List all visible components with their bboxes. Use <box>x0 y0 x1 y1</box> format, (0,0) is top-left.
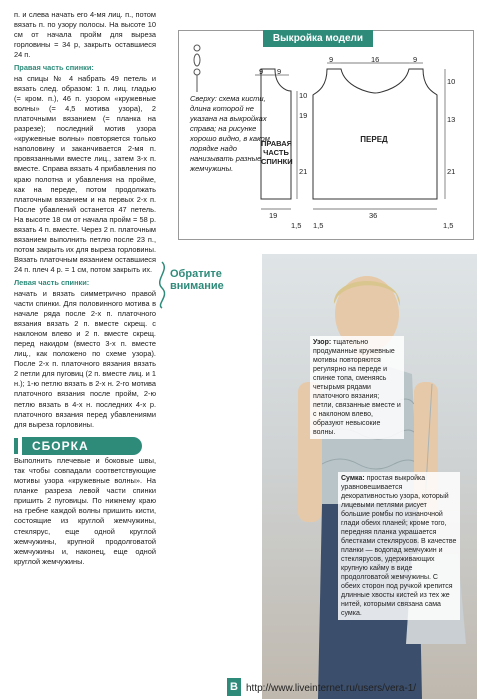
dim-f-1-5b: 1,5 <box>443 221 454 230</box>
right-back-heading: Правая часть спинки: <box>14 63 94 73</box>
tassel-icon <box>190 44 204 94</box>
dim-f-9b: 9 <box>413 55 418 64</box>
dim-b-1-5: 1,5 <box>291 221 302 230</box>
assembly-heading: СБОРКА <box>22 437 142 455</box>
dim-f-10: 10 <box>447 77 456 86</box>
diagram-title: Выкройка модели <box>263 30 373 47</box>
pattern-callout-label: Узор: <box>313 339 332 346</box>
dim-f-9a: 9 <box>329 55 334 64</box>
bag-callout-text: простая выкройка уравновешивается декоративностью узора, который лицевыми петлями рисует большие ромбы по изнаночной глади обеих планей; кроме того, передняя планка украшается блестками стеклярусов. В качестве планки — водопад жемчужин и стеклярусов, удерживающих крупную кайму в виде продолговатой жемчужины. С обеих сторон под ручкой крепится длинные хвосты кистей из тех же нитей, которыми связана сама сумка. <box>341 475 457 617</box>
bag-callout-label: Сумка: <box>341 475 365 482</box>
left-back-paragraph: начать и вязать симметрично правой части спинки. Для половинного мотива в начале ряда после 2-х п. платочного вязания вязать 2 п. вместе скрещ. с наклоном влево и 2 п. вместе скрещ. перед накидом (вместо 3-х п. вместе лиц., как положено по схеме узора). После 2-х п. платочного вязания вязать 2 петли для пуговиц (2 п. вместе лиц. и 1 н.); 1-ю петлю вязать в 2-х н. 2-го мотива платочного вязания после пройм, 2-ю петлю вязать в 4-х н. последних 4-х р. платочного вязания перед убавлениями для выреза горловины. <box>14 288 156 429</box>
pattern-callout-text: тщательно продуманные кружевные мотивы повторяются регулярно на переде и спинке топа, сменяясь четырьмя рядами платочного вязания; петли, связанные вместе и с наклоном влево, образуют невысокие волны. <box>313 339 401 436</box>
dim-f-13: 13 <box>447 115 456 124</box>
attention-heading: Обратите внимание <box>170 268 224 292</box>
front-label: ПЕРЕД <box>360 135 388 144</box>
dim-f-21: 21 <box>447 167 456 176</box>
dim-f-36: 36 <box>369 211 378 220</box>
section-bar <box>14 438 18 454</box>
dim-b-top-a: 9 <box>259 67 264 76</box>
dim-b-top-b: 9 <box>277 67 282 76</box>
assembly-paragraph: Выполнить плечевые и боковые швы, так чтобы совпадали соответствующие мотивы узора «кружевные волны». На планке разреза левой части спинки пришить 2 пуговицы. По нижнему краю на гребне каждой волны пришить кисти, состоящие из круглой жемчужины, стеклярус, еще одной круглой жемчужины, крупной продолговатой жемчужины и, наконец, еще одной круглой жемчужины. <box>14 455 156 566</box>
assembly-section-header <box>14 436 156 456</box>
left-back-heading: Левая часть спинки: <box>14 278 90 288</box>
tassel-note: Сверху: схема кисти, длина которой не указана на выкройках справа; на рисунке хорошо видно, в каком порядке надо нанизывать разные жемчужины. <box>190 94 270 173</box>
bag-callout <box>338 472 460 620</box>
dim-f-16: 16 <box>371 55 380 64</box>
dim-b-bottom: 19 <box>269 211 278 220</box>
instructions-column <box>14 10 156 567</box>
dim-b-21: 21 <box>299 167 308 176</box>
pattern-callout <box>310 336 404 439</box>
back-label: ПРАВАЯ ЧАСТЬ СПИНКИ <box>261 139 293 166</box>
dim-b-19: 19 <box>299 111 308 120</box>
dim-f-1-5a: 1,5 <box>313 221 324 230</box>
intro-paragraph: п. и слева начать его 4-мя лиц. п., потом вязать п. по узору полосы. На высоте 10 см от начала пройм для выреза горловины = 34 р, закрыть оставшиеся 24 п. <box>14 10 156 60</box>
dim-b-10: 10 <box>299 91 308 100</box>
decorative-swirl-icon <box>152 260 172 310</box>
page-letter: B <box>227 678 241 696</box>
right-back-paragraph: на спицы № 4 набрать 49 петель и вязать след. образом: 1 п. лиц. гладью (= кром. п.), 46 п. узором «кружевные волны» (= 4,5 мотива узора), 2 платочными вязанием (= планка на разрезе); последний мотив узора «кружевные волны» повторяется только наполовину и заканчивается 2-мя п. провязанными вместе лиц., затем 3-х п. вместе. Справа вязать 4 прибавления по краю полотна и убавления на пройме, как на переде, потом продолжать платочным вязанием и на первых 2-х п. После убавлений останется 47 петель. На высоте 18 см от начала пройм = 58 р. вязать 4 п. вместе. Через 2 п. платочным вязанием выполнить петлю после 23 п., потом закрыть их для выреза горловины. Вязать платочным вязанием оставшиеся 24 п. плеч 4 р. = 1 см, потом закрыть их. <box>14 73 156 275</box>
source-url[interactable]: http://www.liveinternet.ru/users/vera-1/ <box>246 683 417 694</box>
